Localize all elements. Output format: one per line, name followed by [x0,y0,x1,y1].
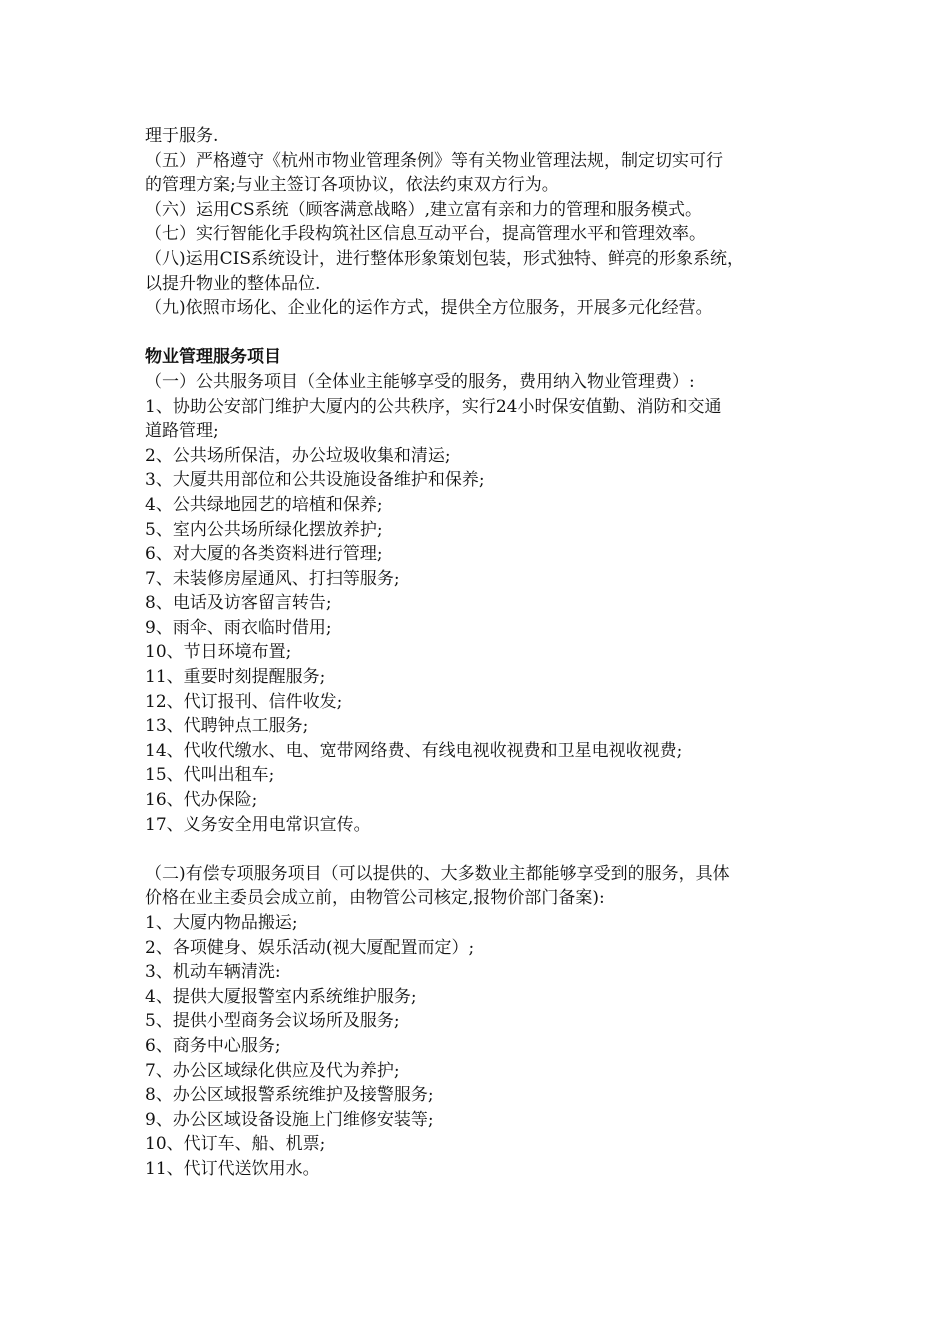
list-item: 2、公共场所保洁，办公垃圾收集和清运; [145,445,451,466]
blank-line [145,321,815,346]
public-services-block [145,370,815,837]
list-item: 6、对大厦的各类资料进行管理; [145,544,383,565]
list-item: 6、商务中心服务; [145,1035,281,1056]
list-item: 11、代订代送饮用水。 [145,1158,320,1179]
list-item: 10、代订车、船、机票; [145,1134,326,1155]
section-heading: 物业管理服务项目 [145,347,281,368]
list-item: 8、电话及访客留言转告; [145,593,332,614]
list-item: 9、办公区域设备设施上门维修安装等; [145,1109,434,1130]
paid-services-title: 价格在业主委员会成立前，由物管公司核定,报物价部门备案): [145,888,605,909]
list-item: 3、机动车辆清洗: [145,962,281,983]
list-item: 10、节日环境布置; [145,642,292,663]
list-item: 2、各项健身、娱乐活动(视大厦配置而定）; [145,937,475,958]
intro-line: （七）实行智能化手段构筑社区信息互动平台，提高管理水平和管理效率。 [145,224,706,245]
list-item: 4、公共绿地园艺的培植和保养; [145,494,383,515]
list-item: 1、大厦内物品搬运; [145,913,298,933]
intro-line: 理于服务. [145,126,219,146]
list-item: 12、代订报刊、信件收发; [145,691,343,712]
list-item: 7、办公区域绿化供应及代为养护; [145,1060,400,1081]
list-item: 17、义务安全用电常识宣传。 [145,814,371,835]
public-services-title: （一）公共服务项目（全体业主能够享受的服务，费用纳入物业管理费）: [145,371,695,392]
list-item: 15、代叫出租车; [145,765,275,786]
list-item: 9、雨伞、雨衣临时借用; [145,617,332,638]
intro-line: （五）严格遵守《杭州市物业管理条例》等有关物业管理法规，制定切实可行 [145,150,723,171]
list-item: 8、办公区域报警系统维护及接警服务; [145,1085,434,1106]
list-item: 1、协助公安部门维护大厦内的公共秩序，实行24小时保安值勤、消防和交通 [145,396,722,417]
list-item: 13、代聘钟点工服务; [145,716,309,737]
intro-line: （六）运用CS系统（顾客满意战略）,建立富有亲和力的管理和服务模式。 [145,199,703,220]
list-item: 5、提供小型商务会议场所及服务; [145,1011,400,1032]
list-item: 4、提供大厦报警室内系统维护服务; [145,986,417,1007]
intro-line: （八)运用CIS系统设计，进行整体形象策划包装，形式独特、鲜亮的形象系统， [145,248,744,269]
blank-line [145,837,815,862]
list-item: 16、代办保险; [145,790,258,811]
list-item: 14、代收代缴水、电、宽带网络费、有线电视收视费和卫星电视收视费; [145,740,683,761]
document-page [145,124,815,1182]
list-item: 11、重要时刻提醒服务; [145,667,326,688]
intro-line: 的管理方案;与业主签订各项协议，依法约束双方行为。 [145,175,559,196]
list-item: 7、未装修房屋通风、打扫等服务; [145,568,400,589]
paid-services-block [145,862,815,1182]
intro-block [145,124,815,321]
intro-line: 以提升物业的整体品位. [145,273,321,294]
list-item: 道路管理; [145,421,219,442]
paid-services-title: （二)有偿专项服务项目（可以提供的、大多数业主都能够享受到的服务，具体 [145,863,730,884]
list-item: 3、大厦共用部位和公共设施设备维护和保养; [145,470,485,491]
intro-line: （九)依照市场化、企业化的运作方式，提供全方位服务，开展多元化经营。 [145,298,713,319]
list-item: 5、室内公共场所绿化摆放养护; [145,519,383,540]
